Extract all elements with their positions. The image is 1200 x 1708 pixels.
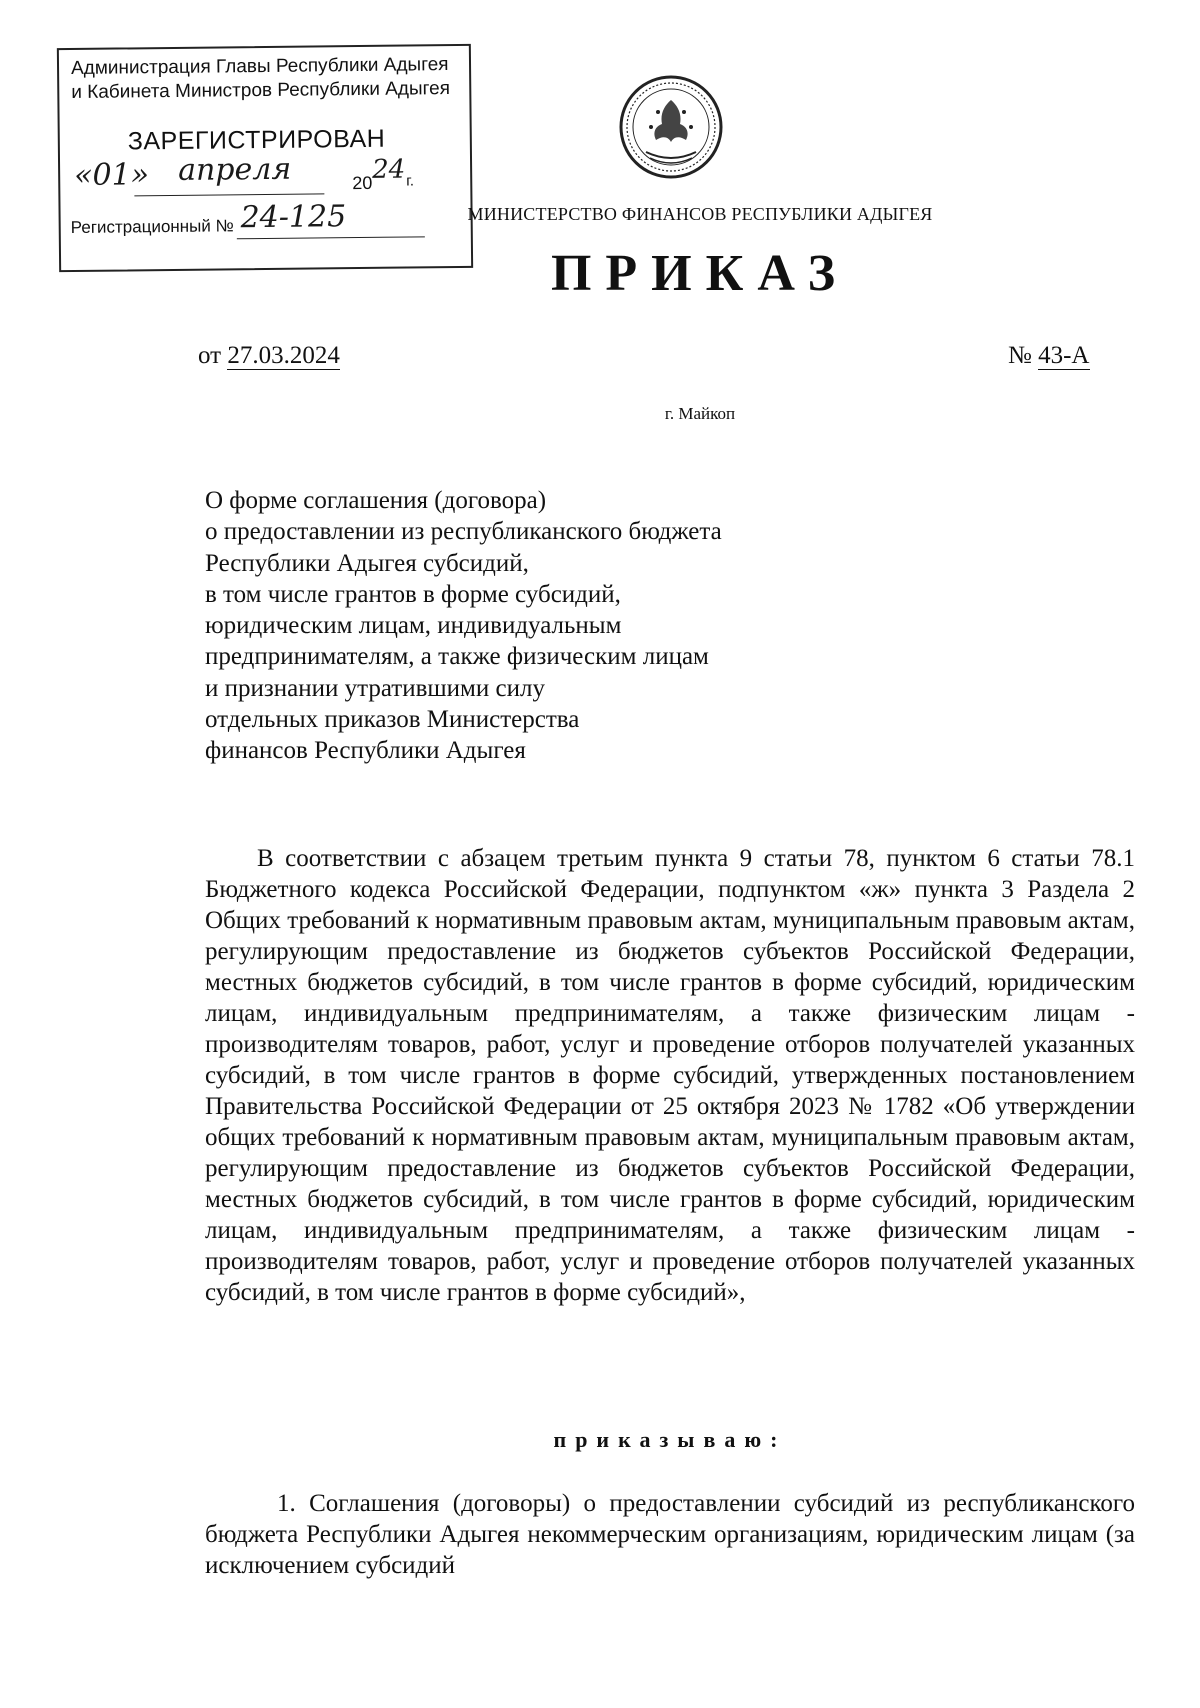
coat-of-arms-emblem bbox=[616, 72, 726, 182]
stamp-reg-label: Регистрационный № bbox=[70, 216, 234, 238]
subject-line: Республики Адыгея субсидий, bbox=[205, 549, 529, 577]
subject-line: О форме соглашения (договора) bbox=[205, 487, 547, 514]
order-subject bbox=[205, 485, 825, 767]
ministry-name: МИНИСТЕРСТВО ФИНАНСОВ РЕСПУБЛИКИ АДЫГЕЯ bbox=[467, 204, 933, 224]
stamp-status: ЗАРЕГИСТРИРОВАН bbox=[127, 124, 386, 156]
date-prefix: от bbox=[198, 342, 222, 369]
stamp-reg-underline bbox=[237, 236, 425, 239]
subject-line: отдельных приказов Министерства bbox=[205, 706, 580, 734]
stamp-month: апреля bbox=[177, 151, 292, 188]
subject-line: финансов Республики Адыгея bbox=[205, 737, 526, 765]
document-title: ПРИКАЗ bbox=[550, 245, 850, 302]
stamp-org-line-1: Администрация Главы Республики Адыгея bbox=[70, 54, 449, 80]
subject-line: в том числе грантов в форме субсидий, bbox=[205, 580, 621, 608]
decree-word: приказываю: bbox=[553, 1427, 787, 1452]
order-number: 43-А bbox=[1038, 342, 1090, 369]
city: г. Майкоп bbox=[664, 404, 736, 423]
subject-line: о предоставлении из республиканского бюджета bbox=[205, 518, 722, 546]
stamp-day: «01» bbox=[73, 157, 150, 193]
number-prefix: № bbox=[1008, 342, 1032, 369]
stamp-org-line-2: и Кабинета Министров Республики Адыгея bbox=[71, 78, 451, 104]
order-date: 27.03.2024 bbox=[227, 342, 340, 369]
registration-stamp bbox=[57, 44, 473, 272]
stamp-date-underline bbox=[134, 193, 324, 196]
stamp-year-mark: г. bbox=[406, 172, 415, 190]
preamble-paragraph: В соответствии с абзацем третьим пункта 9 статьи 78, пунктом 6 статьи 78.1 Бюджетного кодекса Российской Федерации, подпунктом «ж» пункта 3 Раздела 2 Общих требований к нормативным правовым актам, муниципальным правовым актам, регулирующим предоставление из бюджетов субъектов Российской Федерации, местных бюджетов субсидий, в том числе грантов в форме субсидий, юридическим лицам, индивидуальным предпринимателям, а также физическим лицам - производителям товаров, работ, услуг и проведение отборов получателей указанных субсидий, в том числе грантов в форме субсидий, утвержденных постановлением Правительства Российской Федерации от 25 октября 2023 № 1782 «Об утверждении общих требований к нормативным правовым актам, муниципальным правовым актам, регулирующим предоставление из бюджетов субъектов Российской Федерации, местных бюджетов субсидий, в том числе грантов в форме субсидий, юридическим лицам, индивидуальным предпринимателям, а также физическим лицам - производителям товаров, работ, услуг и проведение отборов получателей указанных субсидий, в том числе грантов в форме субсидий», bbox=[205, 845, 1135, 1306]
order-date-line bbox=[198, 342, 340, 370]
subject-line: юридическим лицам, индивидуальным bbox=[205, 612, 622, 640]
subject-line: предпринимателям, а также физическим лицам bbox=[205, 643, 709, 671]
order-number-line bbox=[1008, 342, 1090, 370]
subject-line: и признании утратившими силу bbox=[205, 674, 545, 702]
emblem-icon bbox=[616, 72, 726, 182]
stamp-reg-number: 24-125 bbox=[240, 199, 347, 236]
stamp-year-suffix: 24 bbox=[371, 154, 406, 185]
stamp-year-prefix: 20 bbox=[352, 172, 373, 194]
item-1-paragraph: 1. Соглашения (договоры) о предоставлении субсидий из республиканского бюджета Республики Адыгея некоммерческим организациям, юридическим лицам (за исключением субсидий bbox=[205, 1490, 1135, 1579]
